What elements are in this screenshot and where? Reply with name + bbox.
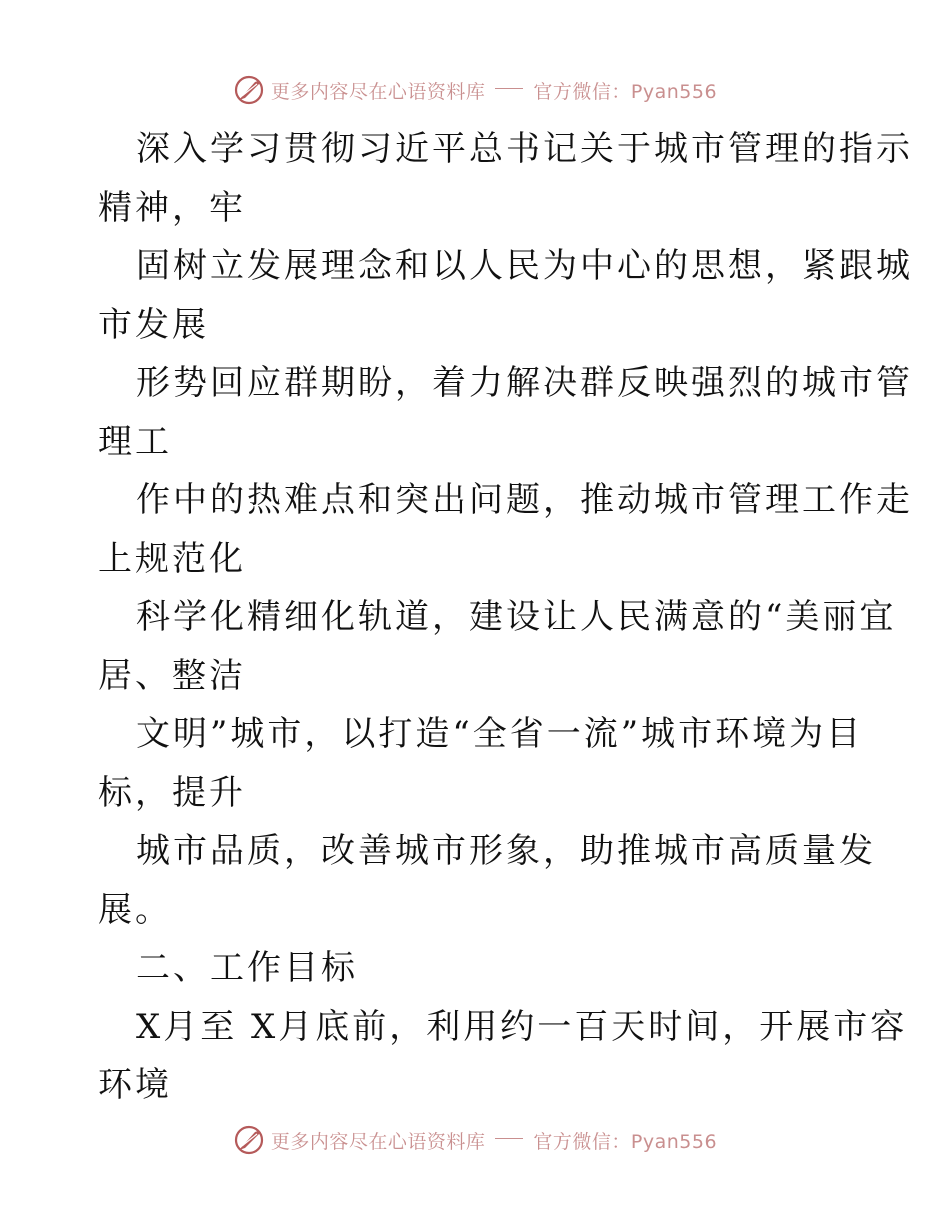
text-line: 理工 bbox=[98, 421, 172, 462]
text-line: X月至 X月底前，利用约一百天时间，开展市容 bbox=[136, 1006, 908, 1047]
quill-pen-logo-icon bbox=[233, 1124, 265, 1156]
banner-dash-separator bbox=[495, 88, 523, 89]
text-line: 深入学习贯彻习近平总书记关于城市管理的指示 bbox=[136, 129, 913, 169]
banner-text-right: 官方微信：Pyan556 bbox=[533, 1130, 718, 1153]
banner-dash-separator bbox=[495, 1138, 523, 1139]
footer-watermark-banner bbox=[0, 1120, 950, 1160]
text-line: 文明”城市，以打造“全省一流”城市环境为目 bbox=[136, 714, 864, 754]
text-line: 上规范化 bbox=[98, 538, 246, 579]
header-watermark-banner bbox=[0, 70, 950, 110]
text-line: 精神，牢 bbox=[98, 187, 246, 228]
text-line: 形势回应群期盼，着力解决群反映强烈的城市管 bbox=[136, 363, 913, 403]
text-line: 市发展 bbox=[98, 304, 209, 345]
text-line: 居、整洁 bbox=[98, 655, 246, 696]
text-line: 展。 bbox=[98, 889, 172, 930]
quill-pen-logo-icon bbox=[233, 74, 265, 106]
banner-text-right: 官方微信：Pyan556 bbox=[533, 80, 718, 103]
banner-text-left: 更多内容尽在心语资料库 bbox=[270, 80, 486, 103]
banner-text-left: 更多内容尽在心语资料库 bbox=[270, 1130, 486, 1153]
text-line: 固树立发展理念和以人民为中心的思想，紧跟城 bbox=[136, 246, 913, 286]
text-line: 城市品质，改善城市形象，助推城市高质量发 bbox=[136, 831, 876, 871]
text-line: 环境 bbox=[98, 1065, 172, 1105]
text-line: 科学化精细化轨道，建设让人民满意的“美丽宜 bbox=[136, 597, 897, 637]
text-line: 标，提升 bbox=[98, 772, 246, 813]
document-body bbox=[98, 120, 913, 1115]
text-line: 作中的热难点和突出问题，推动城市管理工作走 bbox=[136, 480, 913, 520]
section-heading: 二、工作目标 bbox=[136, 948, 358, 988]
